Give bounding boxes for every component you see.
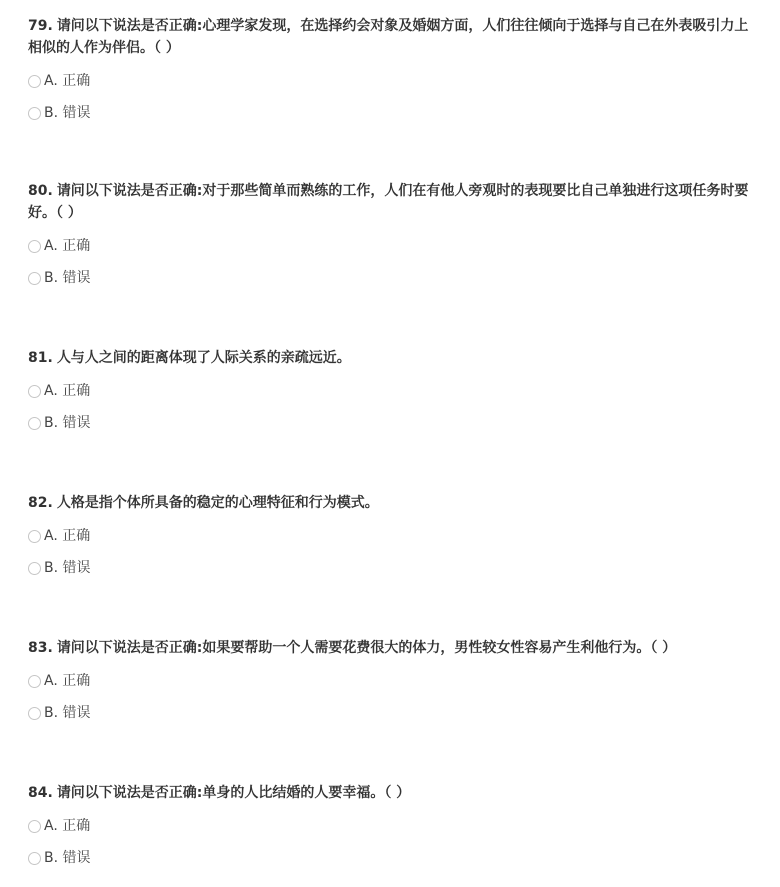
question-number: 84. [28,785,53,801]
option-label: B. 错误 [44,105,91,121]
question-80 [28,180,758,286]
option-label: A. 正确 [44,238,91,254]
radio-button-icon[interactable] [28,675,41,688]
option-label: B. 错误 [44,705,91,721]
question-title [28,347,758,369]
radio-button-icon[interactable] [28,852,41,865]
option-a[interactable] [28,816,90,836]
radio-button-icon[interactable] [28,417,41,430]
question-79 [28,15,758,121]
option-b[interactable] [28,413,91,433]
radio-button-icon[interactable] [28,707,41,720]
question-number: 83. [28,640,53,656]
question-title [28,15,758,59]
option-a[interactable] [28,236,90,256]
option-label: A. 正确 [44,818,91,834]
question-text: 请问以下说法是否正确:对于那些简单而熟练的工作，人们在有他人旁观时的表现要比自己单独进行这项任务时要好。（ ） [28,183,749,221]
radio-button-icon[interactable] [28,107,41,120]
radio-button-icon[interactable] [28,75,41,88]
option-b[interactable] [28,703,91,723]
radio-button-icon[interactable] [28,820,41,833]
question-title [28,492,758,514]
question-number: 80. [28,183,53,199]
question-text: 请问以下说法是否正确:如果要帮助一个人需要花费很大的体力，男性较女性容易产生利他行为。（ ） [56,640,677,656]
question-number: 81. [28,350,53,366]
radio-button-icon[interactable] [28,562,41,575]
option-b[interactable] [28,558,91,578]
option-label: B. 错误 [44,560,91,576]
option-b[interactable] [28,268,91,288]
option-label: A. 正确 [44,383,91,399]
question-title [28,637,758,659]
option-label: B. 错误 [44,415,91,431]
option-a[interactable] [28,526,90,546]
option-a[interactable] [28,671,90,691]
question-text: 请问以下说法是否正确:单身的人比结婚的人要幸福。（ ） [56,785,411,801]
question-81 [28,347,758,431]
question-title [28,782,758,804]
radio-button-icon[interactable] [28,385,41,398]
question-text: 人格是指个体所具备的稳定的心理特征和行为模式。 [56,495,379,511]
option-label: A. 正确 [44,673,91,689]
radio-button-icon[interactable] [28,272,41,285]
question-83 [28,637,758,721]
option-b[interactable] [28,103,91,123]
question-82 [28,492,758,576]
question-number: 82. [28,495,53,511]
question-text: 请问以下说法是否正确:心理学家发现，在选择约会对象及婚姻方面，人们往往倾向于选择与自己在外表吸引力上相似的人作为伴侣。（ ） [28,18,749,56]
option-label: B. 错误 [44,270,91,286]
radio-button-icon[interactable] [28,530,41,543]
question-title [28,180,758,224]
radio-button-icon[interactable] [28,240,41,253]
option-b[interactable] [28,848,91,868]
question-84 [28,782,758,866]
question-text: 人与人之间的距离体现了人际关系的亲疏远近。 [56,350,351,366]
option-label: A. 正确 [44,528,91,544]
option-label: A. 正确 [44,73,91,89]
option-label: B. 错误 [44,850,91,866]
option-a[interactable] [28,71,90,91]
question-number: 79. [28,18,53,34]
option-a[interactable] [28,381,90,401]
